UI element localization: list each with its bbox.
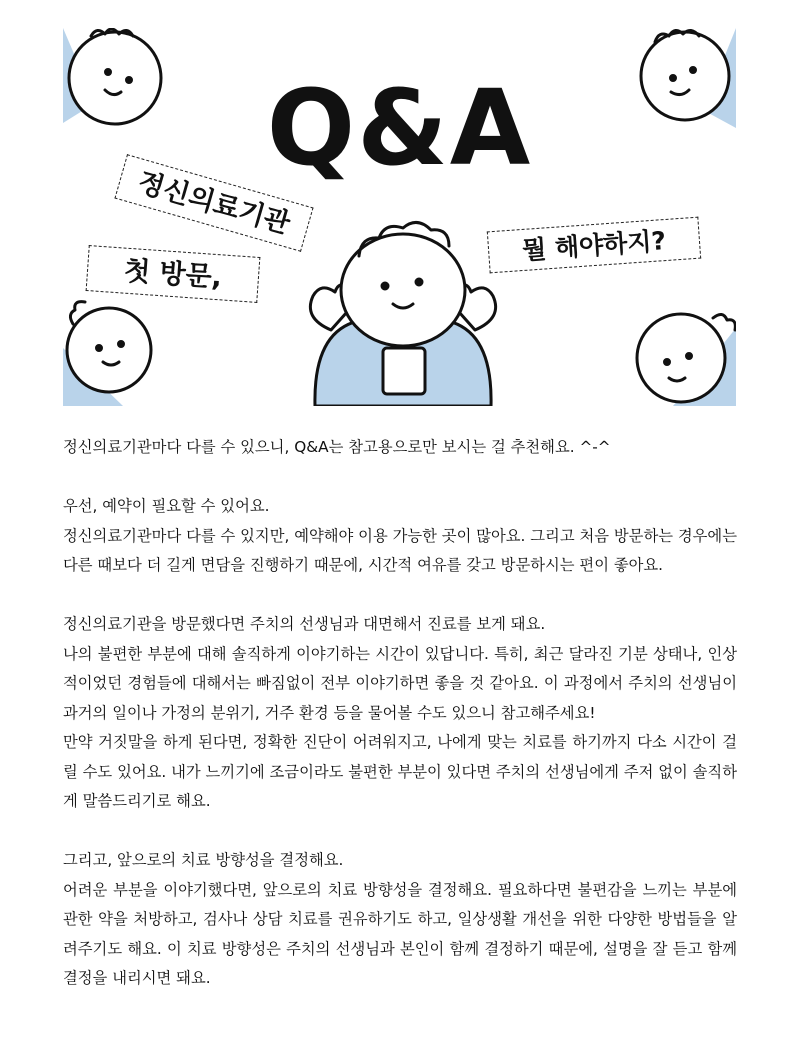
intro-paragraph: 정신의료기관마다 다를 수 있으니, Q&A는 참고용으로만 보시는 걸 추천해요. ^-^	[63, 438, 611, 456]
qa-banner	[63, 28, 736, 406]
section-1-heading: 우선, 예약이 필요할 수 있어요.	[63, 497, 270, 515]
tag-what-to-do: 뭘 해야하지?	[487, 217, 701, 274]
character-center	[310, 222, 495, 406]
tag-first-visit: 첫 방문,	[86, 245, 261, 303]
banner-title: Q&A	[266, 67, 533, 189]
section-3-paragraph: 어려운 부분을 이야기했다면, 앞으로의 치료 방향성을 결정해요. 필요하다면 불편감을 느끼는 부분에 관한 약을 처방하고, 검사나 상담 치료를 권유하기도 하고, 일상생활 개선을 위한 다양한 방법들을 알려주기도 해요. 이 치료 방향성은 주치의 선생님과 본인이 함께 결정하기 때문에, 설명을 잘 듣고 함께 결정을 내리시면 돼요.	[63, 880, 737, 987]
character-bottom-right	[637, 314, 736, 406]
section-2-paragraph-1: 나의 불편한 부분에 대해 솔직하게 이야기하는 시간이 있답니다. 특히, 최근 달라진 기분 상태나, 인상적이었던 경험들에 대해서는 빠짐없이 전부 이야기하면 좋을 것 같아요. 이 과정에서 주치의 선생님이 과거의 일이나 가정의 분위기, 거주 환경 등을 물어볼 수도 있으니 참고해주세요!	[63, 644, 737, 722]
character-bottom-left	[63, 302, 151, 406]
section-1-paragraph: 정신의료기관마다 다를 수 있지만, 예약해야 이용 가능한 곳이 많아요. 그리고 처음 방문하는 경우에는 다른 때보다 더 길게 면담을 진행하기 때문에, 시간적 여유를 갖고 방문하시는 편이 좋아요.	[63, 526, 737, 574]
article-body	[63, 433, 737, 994]
tag-mental-health-institution: 정신의료기관	[114, 154, 313, 252]
section-2-heading: 정신의료기관을 방문했다면 주치의 선생님과 대면해서 진료를 보게 돼요.	[63, 615, 546, 633]
section-2-paragraph-2: 만약 거짓말을 하게 된다면, 정확한 진단이 어려워지고, 나에게 맞는 치료를 하기까지 다소 시간이 걸릴 수도 있어요. 내가 느끼기에 조금이라도 불편한 부분이 있다면 주치의 선생님에게 주저 없이 솔직하게 말씀드리기로 해요.	[63, 733, 737, 810]
section-3-heading: 그리고, 앞으로의 치료 방향성을 결정해요.	[63, 851, 344, 869]
